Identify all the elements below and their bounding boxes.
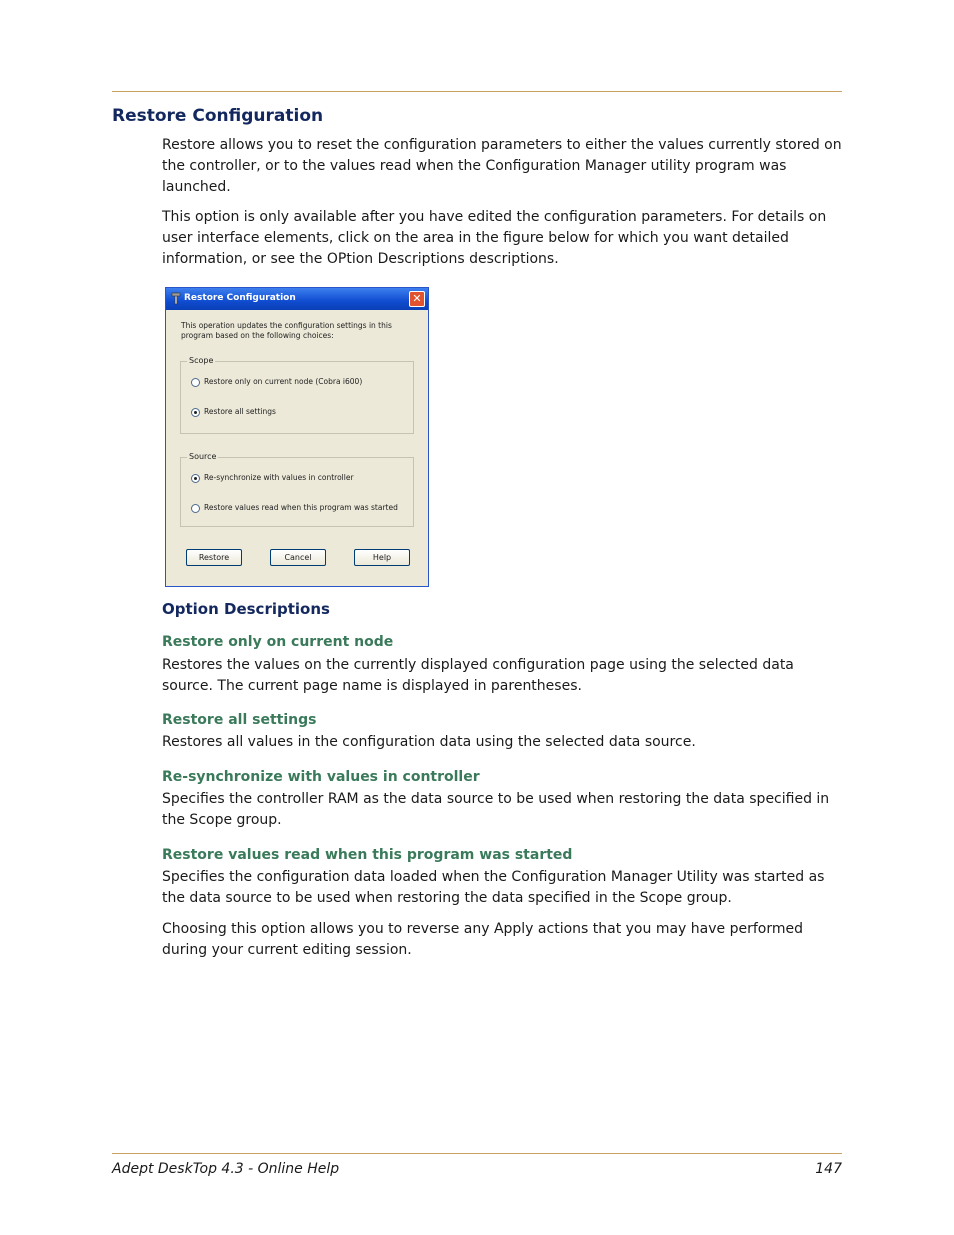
dialog-title: Restore Configuration xyxy=(184,293,296,303)
page-number: 147 xyxy=(815,1161,842,1177)
option-descriptions-heading: Option Descriptions xyxy=(162,600,330,618)
tools-icon xyxy=(170,292,182,305)
radio-restore-values-read[interactable] xyxy=(191,503,398,513)
dialog-titlebar xyxy=(166,288,428,310)
intro-paragraph-2: This option is only available after you have edited the configuration parameters. For details on user interface elements, click on the area in the figure below for which you want detailed information, or see the OPtion Descriptions descriptions. xyxy=(162,209,827,267)
option-title-all-settings: Restore all settings xyxy=(162,712,317,728)
scope-legend: Scope xyxy=(189,356,214,365)
restore-configuration-dialog[interactable] xyxy=(165,287,429,587)
page-title: Restore Configuration xyxy=(112,106,324,126)
option-title-current-node: Restore only on current node xyxy=(162,634,394,650)
scope-group xyxy=(180,356,414,434)
option-body-restore-values-read: Specifies the configuration data loaded when the Configuration Manager Utility was started as the data source to be used when restoring the data specified in the Scope group. xyxy=(162,869,825,906)
close-button[interactable] xyxy=(409,291,425,307)
option-body-resynchronize: Specifies the controller RAM as the data source to be used when restoring the data specified in the Scope group. xyxy=(162,791,830,828)
source-group xyxy=(180,452,414,527)
option-title-resynchronize: Re-synchronize with values in controller xyxy=(162,769,480,785)
help-button[interactable]: Help xyxy=(354,549,410,566)
radio-button[interactable] xyxy=(191,378,200,387)
radio-label: Restore values read when this program was started xyxy=(204,503,398,512)
close-icon: ✕ xyxy=(412,292,422,305)
footer-rule xyxy=(112,1153,842,1154)
option-body-restore-values-read-2: Choosing this option allows you to reverse any Apply actions that you may have performed during your current editing session. xyxy=(162,921,803,958)
radio-restore-all-settings[interactable] xyxy=(191,407,276,417)
footer-title: Adept DeskTop 4.3 - Online Help xyxy=(112,1161,340,1177)
option-body-all-settings: Restores all values in the configuration data using the selected data source. xyxy=(162,734,696,750)
option-body-current-node: Restores the values on the currently displayed configuration page using the selected data source. The current page name is displayed in parentheses. xyxy=(162,657,794,694)
header-rule xyxy=(112,91,842,92)
radio-resynchronize[interactable] xyxy=(191,473,354,483)
restore-button[interactable]: Restore xyxy=(186,549,242,566)
dialog-description: This operation updates the configuration settings in this program based on the following choices: xyxy=(181,321,392,340)
radio-restore-current-node[interactable] xyxy=(191,377,362,387)
source-legend: Source xyxy=(189,452,217,461)
radio-label: Re-synchronize with values in controller xyxy=(204,473,354,482)
radio-button[interactable] xyxy=(191,408,200,417)
radio-button[interactable] xyxy=(191,504,200,513)
option-title-restore-values-read: Restore values read when this program was started xyxy=(162,847,573,863)
radio-button[interactable] xyxy=(191,474,200,483)
radio-label: Restore only on current node (Cobra i600) xyxy=(204,377,363,386)
intro-paragraph-1: Restore allows you to reset the configuration parameters to either the values currently stored on the controller, or to the values read when the Configuration Manager utility program was launched. xyxy=(162,137,842,195)
radio-label: Restore all settings xyxy=(204,407,276,416)
cancel-button[interactable]: Cancel xyxy=(270,549,326,566)
